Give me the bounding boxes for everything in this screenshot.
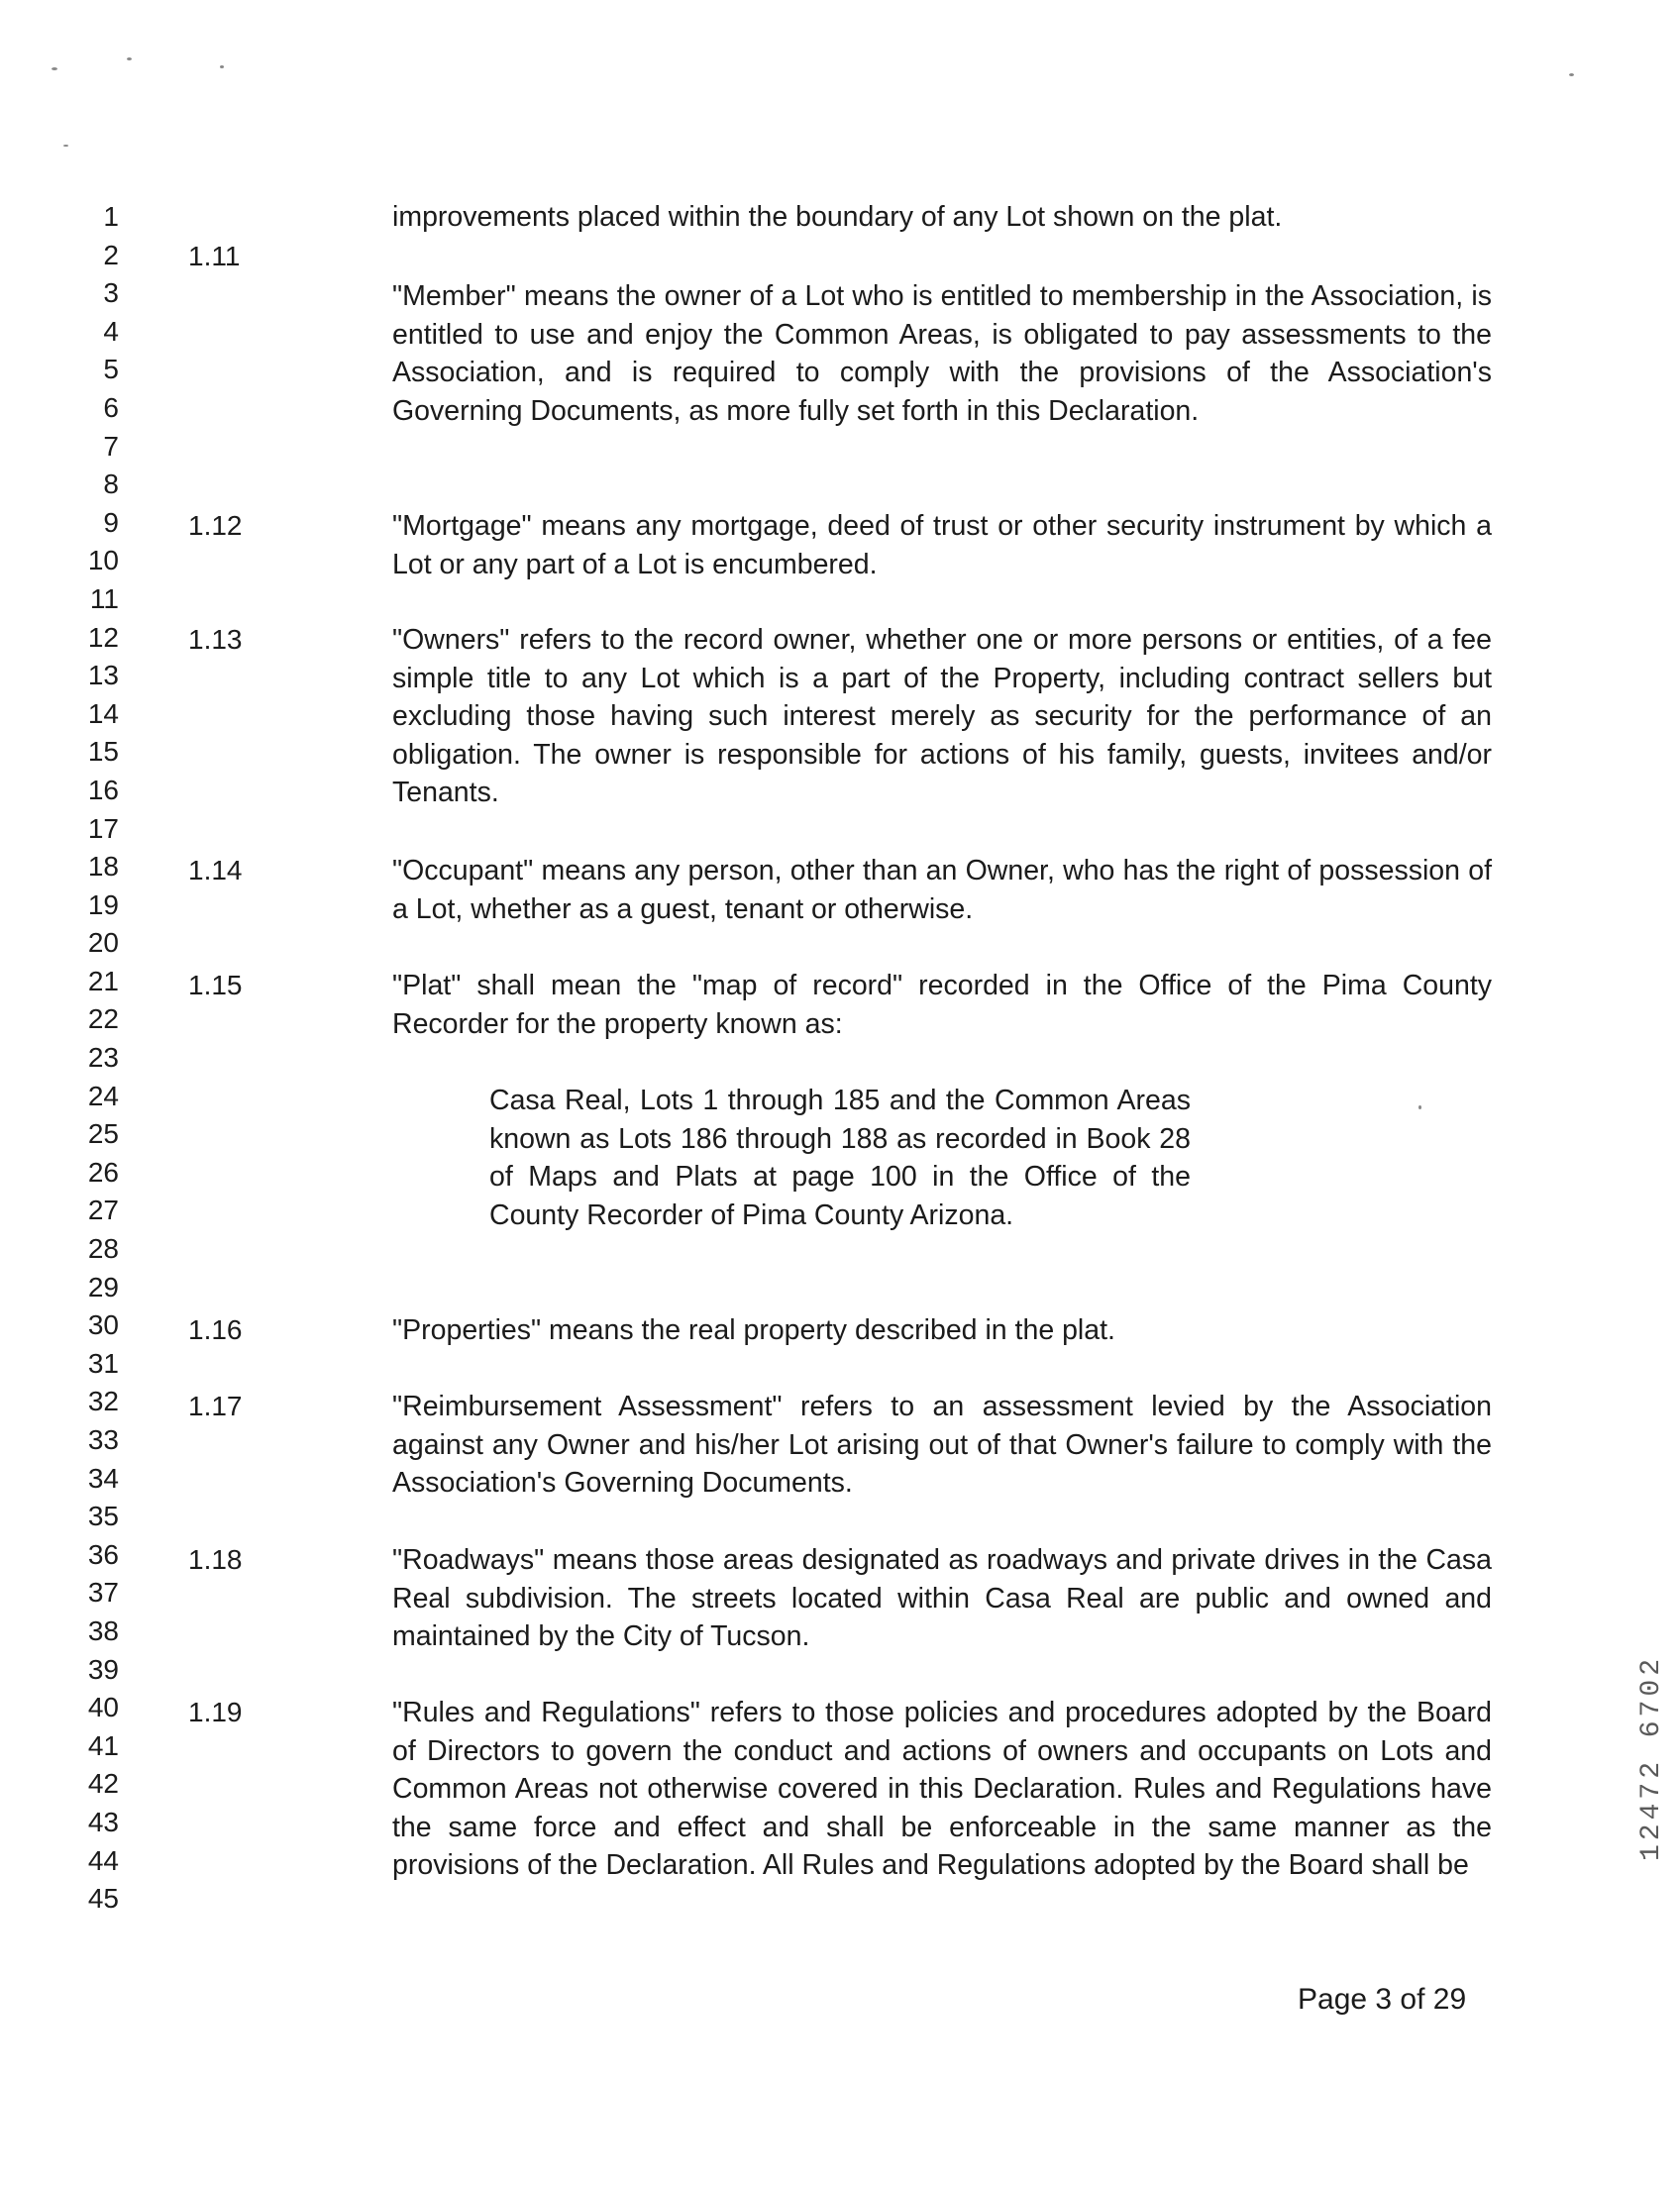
line-number: 5 [103,354,119,385]
definition-plat: "Plat" shall mean the "map of record" recorded in the Office of the Pima County Recorder for the property known as: [392,970,1492,1040]
scan-speck [220,65,224,68]
line-number: 33 [87,1424,119,1455]
line-number: 45 [87,1883,119,1915]
line-number: 18 [87,851,119,883]
line-number: 8 [103,469,119,500]
stamp-text: 12472 6702 [1636,1654,1667,1862]
line-number: 6 [103,391,119,423]
section-number-1-12: 1.12 [188,510,243,541]
definition-properties: "Properties" means the real property described in the plat. [392,1314,1115,1346]
line-number: 9 [103,506,119,538]
line-number: 14 [87,697,119,729]
definition-reimbursement-assessment: "Reimbursement Assessment" refers to an assessment levied by the Association against any Owner and his/her Lot arising out of that Owner's failure to comply with the Association's Governing Documents. [392,1391,1492,1500]
line-number: 35 [87,1501,119,1532]
plat-legal-description: Casa Real, Lots 1 through 185 and the Common Areas known as Lots 186 through 188 as recorded in Book 28 of Maps and Plats at page 100 in the Office of the County Recorder of Pima County Arizona. [489,1085,1191,1231]
line-number: 2 [103,239,119,270]
definition-occupant: "Occupant" means any person, other than an Owner, who has the right of possession of a Lot, whether as a guest, tenant or otherwise. [392,855,1492,925]
section-number-1-17: 1.17 [188,1391,243,1421]
line-number: 15 [87,736,119,768]
line-number: 3 [103,277,119,309]
definition-owners: "Owners" refers to the record owner, whether one or more persons or entities, of a fee simple title to any Lot which is a part of the Property, including contract sellers but excluding those having such interest merely as security for the performance of an obligation. The owner is responsible for actions of his family, guests, invitees and/or Tenants. [392,624,1492,809]
line-number: 32 [87,1386,119,1417]
line-number: 37 [87,1577,119,1609]
line-number: 10 [87,545,119,576]
section-number-1-18: 1.18 [188,1544,243,1575]
line-number: 13 [87,660,119,691]
line-number: 22 [87,1003,119,1035]
line-number: 30 [87,1309,119,1341]
line-number: 34 [87,1462,119,1494]
section-number-1-15: 1.15 [188,970,243,1000]
definition-member: "Member" means the owner of a Lot who is entitled to membership in the Association, is entitled to use and enjoy the Common Areas, is obligated to pay assessments to the Association, and is required to comply with the provisions of the Association's Governing Documents, as more fully set forth in this Declaration. [392,280,1492,427]
line-number: 19 [87,888,119,920]
line-number: 25 [87,1118,119,1150]
section-number-1-16: 1.16 [188,1314,243,1345]
line-number: 26 [87,1156,119,1188]
line-number: 29 [87,1271,119,1302]
intro-paragraph: improvements placed within the boundary of any Lot shown on the plat. [392,201,1283,233]
line-number: 36 [87,1538,119,1570]
section-number-1-11: 1.11 [188,241,241,271]
line-number: 28 [87,1233,119,1265]
line-number: 20 [87,927,119,959]
page-number: Page 3 of 29 [1298,1983,1467,2016]
scan-speck [127,57,132,60]
scan-speck [63,145,68,147]
scan-speck [52,67,57,70]
line-number: 44 [87,1844,119,1876]
line-number: 12 [87,621,119,653]
line-number-column [69,198,119,1919]
line-number: 24 [87,1080,119,1111]
margin-recording-stamp [1636,1575,1670,1941]
line-number: 23 [87,1042,119,1074]
line-number: 39 [87,1653,119,1685]
definition-rules-and-regulations: "Rules and Regulations" refers to those policies and procedures adopted by the Board of Directors to govern the conduct and actions of owners and occupants on Lots and Common Areas not otherwise covered in this Declaration. Rules and Regulations have the same force and effect and shall be enforceable in the same manner as the provisions of the Declaration. All Rules and Regulations adopted by the Board shall be [392,1697,1492,1882]
section-number-1-14: 1.14 [188,855,243,885]
line-number: 43 [87,1806,119,1837]
scan-speck [1418,1105,1421,1109]
line-number: 42 [87,1768,119,1800]
line-number: 17 [87,812,119,844]
line-number: 1 [103,201,119,232]
section-number-1-13: 1.13 [188,624,243,655]
section-number-1-19: 1.19 [188,1697,243,1727]
definition-mortgage: "Mortgage" means any mortgage, deed of trust or other security instrument by which a Lot or any part of a Lot is encumbered. [392,510,1492,580]
line-number: 21 [87,965,119,996]
definition-roadways: "Roadways" means those areas designated as roadways and private drives in the Casa Real subdivision. The streets located within Casa Real are public and owned and maintained by the City of Tucson. [392,1544,1492,1653]
line-number: 4 [103,315,119,347]
line-number: 31 [87,1347,119,1379]
line-number: 11 [89,582,119,614]
scan-speck [1569,73,1574,76]
line-number: 7 [103,430,119,462]
line-number: 27 [87,1195,119,1226]
line-number: 38 [87,1614,119,1646]
line-number: 16 [87,774,119,805]
line-number: 41 [87,1729,119,1761]
line-number: 40 [87,1692,119,1723]
